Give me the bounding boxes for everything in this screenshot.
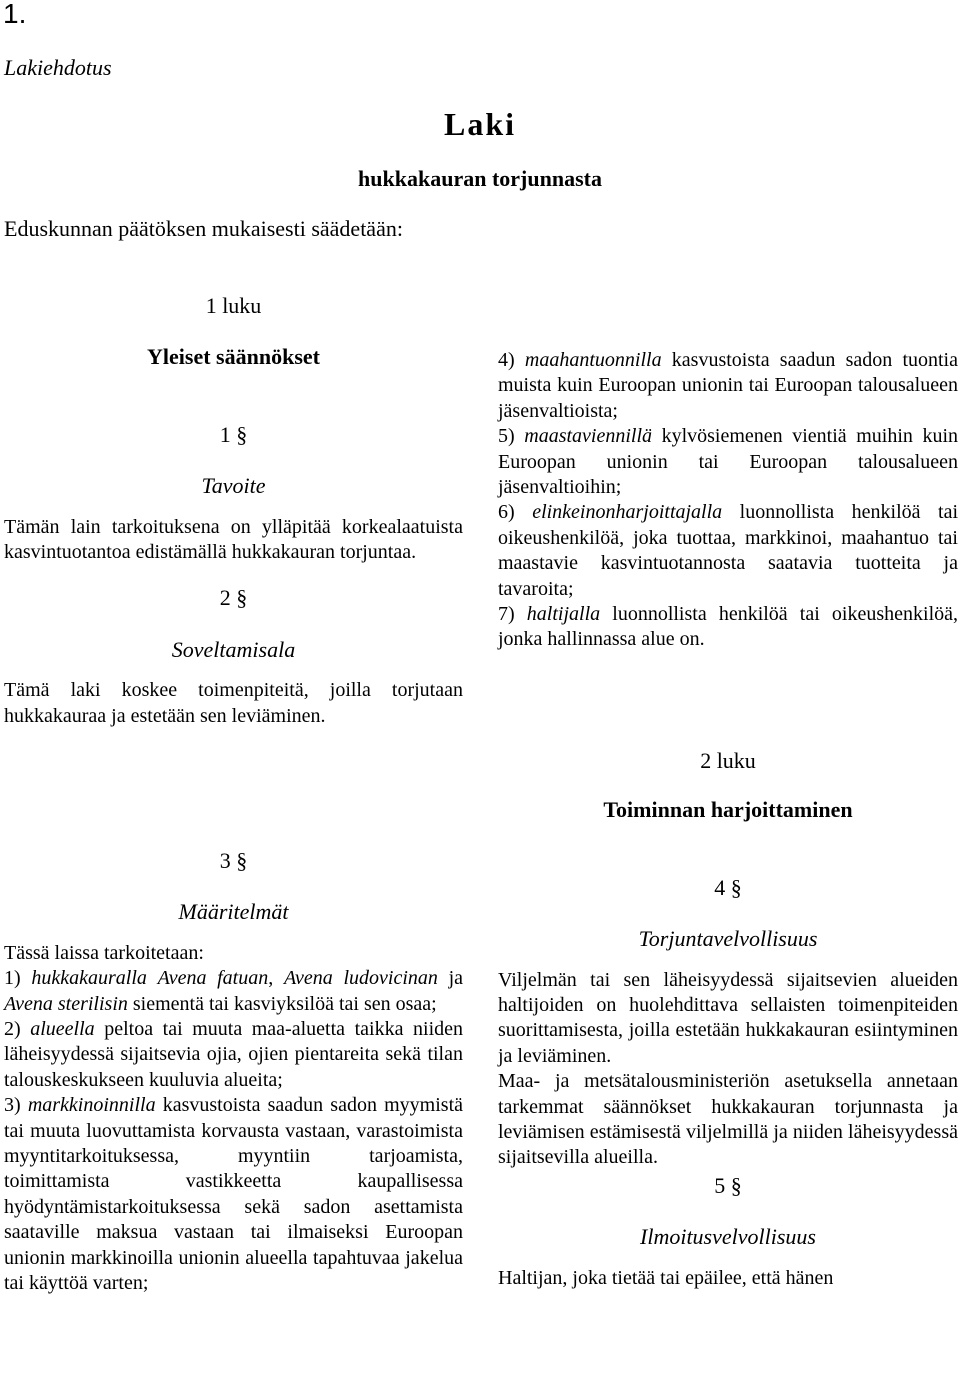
law-subtitle: hukkakauran torjunnasta <box>358 166 602 191</box>
section-4-paragraph-1: Viljelmän tai sen läheisyydessä sijaitsevien alueiden haltijoiden on huolehdittava sellaisten toimenpiteiden suorittamisesta, joilla estetään hukkakauran esiintyminen ja leviäminen. <box>498 968 958 1067</box>
chapter-1-title: Yleiset säännökset <box>147 344 320 370</box>
chapter-2 <box>498 748 958 1291</box>
chapter-2-number: 2 luku <box>700 748 756 773</box>
section-2-text: Tämä laki koskee toimenpiteitä, joilla torjutaan hukkakauraa ja estetään sen leviäminen. <box>4 679 463 727</box>
section-4-paragraph-2: Maa- ja metsätalousministeriön asetuksella annetaan tarkemmat säännökset hukkakauran torjunnasta ja leviämisen estämisestä viljelmillä ja niiden läheisyydessä sijaitsevilla alueilla. <box>498 1070 958 1169</box>
right-column-top <box>498 293 958 653</box>
section-5-title: Ilmoitusvelvollisuus <box>640 1224 816 1250</box>
definition-item-1: 1) hukkakauralla Avena fatuan, Avena ludovicinan ja Avena sterilisin siementä tai kasviyksilöä tai sen osaa; <box>4 967 464 1015</box>
section-5-paragraph-1: Haltijan, joka tietää tai epäilee, että hänen <box>498 1266 834 1289</box>
document-label: Lakiehdotus <box>4 55 112 80</box>
section-3-title: Määritelmät <box>178 899 289 925</box>
section-5-number: 5 § <box>714 1172 742 1198</box>
definition-item-4: 4) maahantuonnilla kasvustoista saadun sadon tuontia muista kuin Euroopan unionin tai Euroopan talousalueen jäsenvaltioista; <box>498 349 958 422</box>
left-column-top <box>4 293 463 729</box>
definition-item-5: 5) maastaviennillä kylvösiemenen vientiä muihin kuin Euroopan unionin tai Euroopan talousalueen jäsenvaltioihin; <box>498 425 959 499</box>
section-1-number: 1 § <box>219 421 248 447</box>
section-3-intro: Tässä laissa tarkoitetaan: <box>4 941 204 964</box>
section-1-title: Tavoite <box>201 473 266 499</box>
section-4-number: 4 § <box>714 874 742 900</box>
chapter-1-number: 1 luku <box>205 293 262 318</box>
preamble: Eduskunnan päätöksen mukaisesti säädetään: <box>4 216 403 241</box>
page-number: 1. <box>3 0 27 29</box>
chapter-2-title: Toiminnan harjoittaminen <box>603 797 853 823</box>
section-4-title: Torjuntavelvollisuus <box>638 926 818 952</box>
law-title: Laki <box>443 106 517 142</box>
definition-item-6: 6) elinkeinonharjoittajalla luonnollista henkilöä tai oikeushenkilöä, joka tuottaa, markkinoi, maahantuo tai maastavie kasvintuotannosta saatavia tuotteita ja tavaroita; <box>498 501 958 600</box>
definition-item-7: 7) haltijalla luonnollista henkilöä tai oikeushenkilöä, jonka hallinnassa alue on. <box>498 603 959 651</box>
section-3 <box>4 848 463 1297</box>
definition-item-2: 2) alueella peltoa tai muuta maa-aluetta taikka niiden läheisyydessä sijaitsevia ojia, ojien pientareita sekä tilan talouskeskukseen kuuluvia alueita; <box>4 1018 463 1091</box>
section-2-number: 2 § <box>219 585 248 611</box>
definition-item-3: 3) markkinoinnilla kasvustoista saadun sadon myymistä tai muuta luovuttamista korvausta vastaan, varastoimista myyntitarkoituksessa, myyntiin tarjoamista, toimittamista vastikkeetta kaupallisessa hyödyntämistarkoituksessa sekä sadon asettamista saataville maksua vastaan tai ilmaiseksi Euroopan unionin markkinoilla unionin alueella tapahtuvaa jakelua tai käyttöä varten; <box>4 1094 463 1295</box>
section-1-text: Tämän lain tarkoituksena on ylläpitää korkealaatuista kasvintuotantoa edistämällä hukkakauran torjuntaa. <box>4 515 463 564</box>
section-2-title: Soveltamisala <box>171 636 296 662</box>
section-3-number: 3 § <box>219 848 248 873</box>
